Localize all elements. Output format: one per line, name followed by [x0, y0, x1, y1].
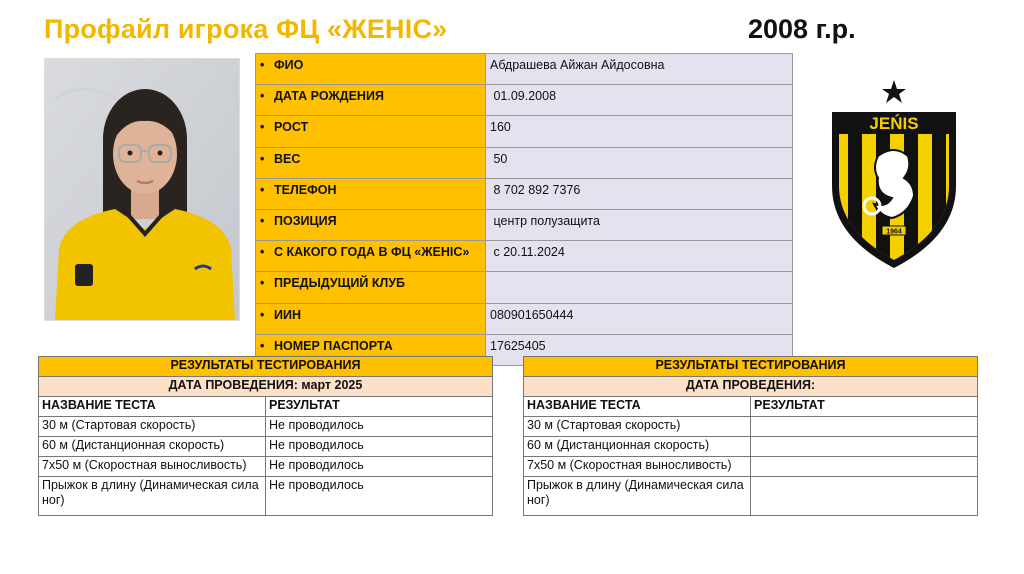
profile-row [256, 241, 793, 272]
profile-row [256, 116, 793, 147]
profile-value: 8 702 892 7376 [486, 178, 793, 209]
table-row: 7х50 м (Скоростная выносливость) Не проводилось [39, 457, 493, 477]
profile-label: • РОСТ [256, 116, 486, 147]
profile-label: • ТЕЛЕФОН [256, 178, 486, 209]
profile-label: • ДАТА РОЖДЕНИЯ [256, 85, 486, 116]
bullet-icon: • [260, 151, 265, 166]
profile-row [256, 178, 793, 209]
svg-text:1964: 1964 [886, 228, 902, 236]
profile-value [486, 272, 793, 303]
profile-label: • НОМЕР ПАСПОРТА [256, 334, 486, 365]
player-photo [44, 58, 240, 321]
tests-title: РЕЗУЛЬТАТЫ ТЕСТИРОВАНИЯ [524, 357, 978, 377]
profile-label: • ФИО [256, 54, 486, 85]
test-results-empty [523, 356, 978, 516]
col-result: РЕЗУЛЬТАТ [751, 397, 978, 417]
bullet-icon: • [260, 307, 265, 322]
bullet-icon: • [260, 213, 265, 228]
profile-row [256, 85, 793, 116]
table-row: 7х50 м (Скоростная выносливость) [524, 457, 978, 477]
bullet-icon: • [260, 276, 265, 291]
tests-date: ДАТА ПРОВЕДЕНИЯ: [524, 377, 978, 397]
bullet-icon: • [260, 338, 265, 353]
test-results-march-2025 [38, 356, 493, 516]
profile-row [256, 54, 793, 85]
svg-text:JEŃIS: JEŃIS [869, 114, 919, 133]
profile-value: 50 [486, 147, 793, 178]
club-logo [826, 76, 962, 272]
profile-value: 17625405 [486, 334, 793, 365]
col-test-name: НАЗВАНИЕ ТЕСТА [39, 397, 266, 417]
profile-label: • ВЕС [256, 147, 486, 178]
profile-row [256, 209, 793, 240]
profile-label: • ПРЕДЫДУЩИЙ КЛУБ [256, 272, 486, 303]
profile-row [256, 303, 793, 334]
profile-value: 160 [486, 116, 793, 147]
table-row: 30 м (Стартовая скорость) [524, 417, 978, 437]
table-row: 30 м (Стартовая скорость) Не проводилось [39, 417, 493, 437]
tests-date: ДАТА ПРОВЕДЕНИЯ: март 2025 [39, 377, 493, 397]
profile-label: • ИИН [256, 303, 486, 334]
table-row: 60 м (Дистанционная скорость) Не проводилось [39, 437, 493, 457]
profile-table [255, 53, 793, 366]
col-test-name: НАЗВАНИЕ ТЕСТА [524, 397, 751, 417]
star-icon [882, 80, 906, 103]
profile-label: • ПОЗИЦИЯ [256, 209, 486, 240]
col-result: РЕЗУЛЬТАТ [266, 397, 493, 417]
bullet-icon: • [260, 89, 265, 104]
bullet-icon: • [260, 58, 265, 72]
profile-value: с 20.11.2024 [486, 241, 793, 272]
bullet-icon: • [260, 245, 265, 260]
profile-row [256, 147, 793, 178]
profile-value: Абдрашева Айжан Айдосовна [486, 54, 793, 85]
birth-year: 2008 г.р. [748, 14, 856, 44]
profile-value: 080901650444 [486, 303, 793, 334]
bullet-icon: • [260, 120, 265, 135]
page-title: Профайл игрока ФЦ «ЖЕНІС» [44, 14, 448, 44]
tests-title: РЕЗУЛЬТАТЫ ТЕСТИРОВАНИЯ [39, 357, 493, 377]
table-row: Прыжок в длину (Динамическая сила ног) Не проводилось [39, 477, 493, 516]
profile-value: 01.09.2008 [486, 85, 793, 116]
bullet-icon: • [260, 182, 265, 197]
table-row: 60 м (Дистанционная скорость) [524, 437, 978, 457]
profile-row [256, 272, 793, 303]
profile-value: центр полузащита [486, 209, 793, 240]
table-row: Прыжок в длину (Динамическая сила ног) [524, 477, 978, 516]
profile-label: • С КАКОГО ГОДА В ФЦ «ЖЕНІС» [256, 241, 486, 272]
